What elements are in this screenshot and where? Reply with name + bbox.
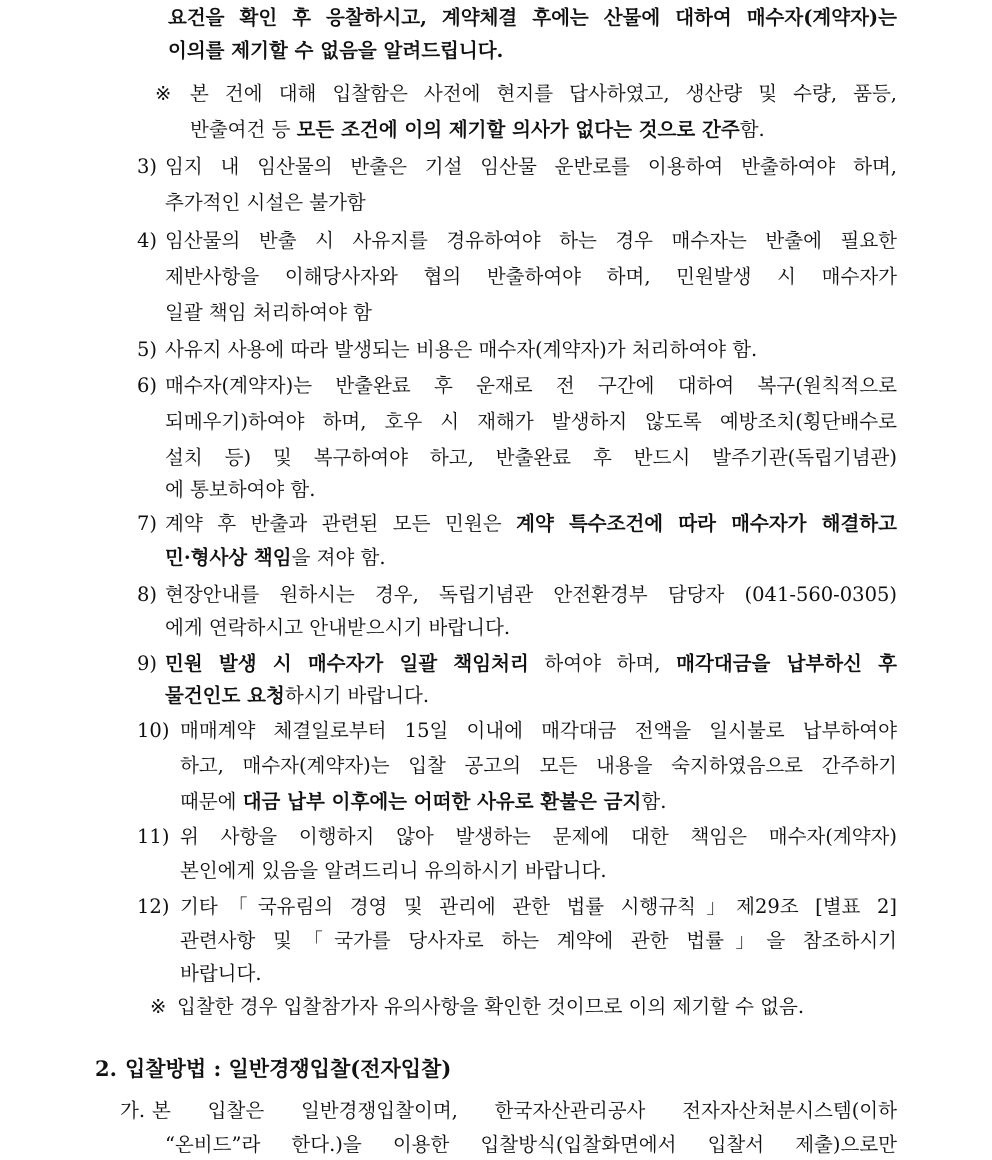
text-line [165,580,897,610]
text-line [180,716,897,746]
text-segment: 하여야 하며, [528,652,677,675]
paragraph-marker: 7) [137,512,158,535]
text-line [165,509,897,539]
text-line [168,36,503,66]
text-segment: 설치 등) 및 복구하여야 하고, 반출완료 후 반드시 발주기관(독립기념관) [165,446,897,469]
text-segment: 관련사항 및「국가를 당사자로 하는 계약에 관한 법률」을 참조하시기 [180,929,897,952]
bold-text-segment: 모든 조건에 이의 제기할 의사가 없다는 것으로 간주 [296,118,740,141]
text-line [177,992,804,1022]
text-line [180,787,666,817]
paragraph-marker: 3) [137,155,158,178]
text-segment: 임산물의 반출 시 사유지를 경유하여야 하는 경우 매수자는 반출에 필요한 [165,229,897,252]
paragraph-marker: 12) [137,895,170,918]
text-segment: 함. [739,118,765,141]
text-line [180,892,897,922]
bold-text-segment: 민원 발생 시 매수자가 일괄 책임처리 [165,652,529,675]
text-line [168,3,897,33]
text-segment: 본인에게 있음을 알려드리니 유의하시기 바랍니다. [180,859,607,882]
paragraph-marker: 10) [137,719,170,742]
text-segment: 에게 연락하시고 안내받으시기 바랍니다. [165,616,511,639]
text-segment: 매매계약 체결일로부터 15일 이내에 매각대금 전액을 일시불로 납부하여야 [180,719,897,742]
text-line [165,152,897,182]
text-segment: 입찰한 경우 입찰참가자 유의사항을 확인한 것이므로 이의 제기할 수 없음. [177,995,805,1018]
text-segment: 임지 내 임산물의 반출은 기설 임산물 운반로를 이용하여 반출하여야 하며, [165,155,897,178]
bold-text-segment: 매각대금을 납부하신 후 [676,652,897,675]
paragraph-marker: 11) [137,825,170,848]
text-line [165,371,897,401]
text-line [152,1096,897,1126]
text-segment: 때문에 [180,790,243,813]
text-line [165,443,897,473]
paragraph-marker: ※ [150,995,167,1018]
text-line [165,188,366,218]
text-segment: 하시기 바랍니다. [284,684,430,707]
text-line [190,79,897,109]
text-line [165,335,757,365]
paragraph-marker: 5) [137,338,158,361]
text-segment: 계약 후 반출과 관련된 모든 민원은 [165,512,517,535]
text-line [165,475,315,505]
text-segment: 하고, 매수자(계약자)는 입찰 공고의 모든 내용을 숙지하였음으로 간주하기 [180,754,897,777]
paragraph-marker: 6) [137,374,158,397]
text-segment: 제반사항을 이해당사자와 협의 반출하여야 하며, 민원발생 시 매수자가 [165,265,897,288]
text-line [180,751,897,781]
text-line [165,262,897,292]
paragraph-marker: 가. [120,1099,146,1122]
text-line [180,926,897,956]
bold-text-segment: 물건인도 요청 [165,684,285,707]
text-segment: 매수자(계약자)는 반출완료 후 운재로 전 구간에 대하여 복구(원칙적으로 [165,374,897,397]
text-segment: 을 져야 함. [291,546,386,569]
text-line [190,115,765,145]
bold-text-segment: 이의를 제기할 수 없음을 알려드립니다. [168,39,504,62]
text-line [165,543,386,573]
text-line [180,822,897,852]
paragraph-marker: 2. [95,1056,117,1081]
text-segment: 함. [641,790,667,813]
bold-text-segment: 민·형사상 책임 [165,546,292,569]
text-segment: “온비드”라 한다.)을 이용한 입찰방식(입찰화면에서 입찰서 제출)으로만 [165,1133,897,1156]
text-segment: 현장안내를 원하시는 경우, 독립기념관 안전환경부 담당자 (041-560-0305) [165,583,897,606]
section-heading [125,1054,451,1084]
text-segment: 일괄 책임 처리하여야 함 [165,301,372,324]
text-line [165,613,510,643]
text-segment: 되메우기)하여야 하며, 호우 시 재해가 발생하지 않도록 예방조치(횡단배수로 [165,410,897,433]
text-line [180,856,607,886]
text-segment: 본 건에 대해 입찰함은 사전에 현지를 답사하였고, 생산량 및 수량, 품등, [190,82,897,105]
paragraph-marker: 9) [137,652,158,675]
text-segment: 위 사항을 이행하지 않아 발생하는 문제에 대한 책임은 매수자(계약자) [180,825,897,848]
paragraph-marker: ※ [155,82,172,105]
text-segment: 반출여건 등 [190,118,297,141]
text-segment: 추가적인 시설은 불가함 [165,191,366,214]
text-line [165,226,897,256]
text-segment: 에 통보하여야 함. [165,478,316,501]
text-line [180,959,262,989]
text-line [165,649,897,679]
bold-text-segment: 계약 특수조건에 따라 매수자가 해결하고 [516,512,897,535]
bold-text-segment: 대금 납부 이후에는 어떠한 사유로 환불은 금지 [242,790,642,813]
text-line [165,407,897,437]
text-segment: 기타「국유림의 경영 및 관리에 관한 법률 시행규칙」제29조 [별표 2] [180,895,897,918]
text-segment: 사유지 사용에 따라 발생되는 비용은 매수자(계약자)가 처리하여야 함. [165,338,758,361]
bold-text-segment: 입찰방법 : 일반경쟁입찰(전자입찰) [125,1056,452,1081]
text-segment: 바랍니다. [180,962,262,985]
paragraph-marker: 4) [137,229,158,252]
text-line [165,298,372,328]
text-line [165,681,429,711]
bold-text-segment: 요건을 확인 후 응찰하시고, 계약체결 후에는 산물에 대하여 매수자(계약자)는 [168,6,897,29]
text-segment: 본 입찰은 일반경쟁입찰이며, 한국자산관리공사 전자자산처분시스템(이하 [152,1099,897,1122]
paragraph-marker: 8) [137,583,158,606]
